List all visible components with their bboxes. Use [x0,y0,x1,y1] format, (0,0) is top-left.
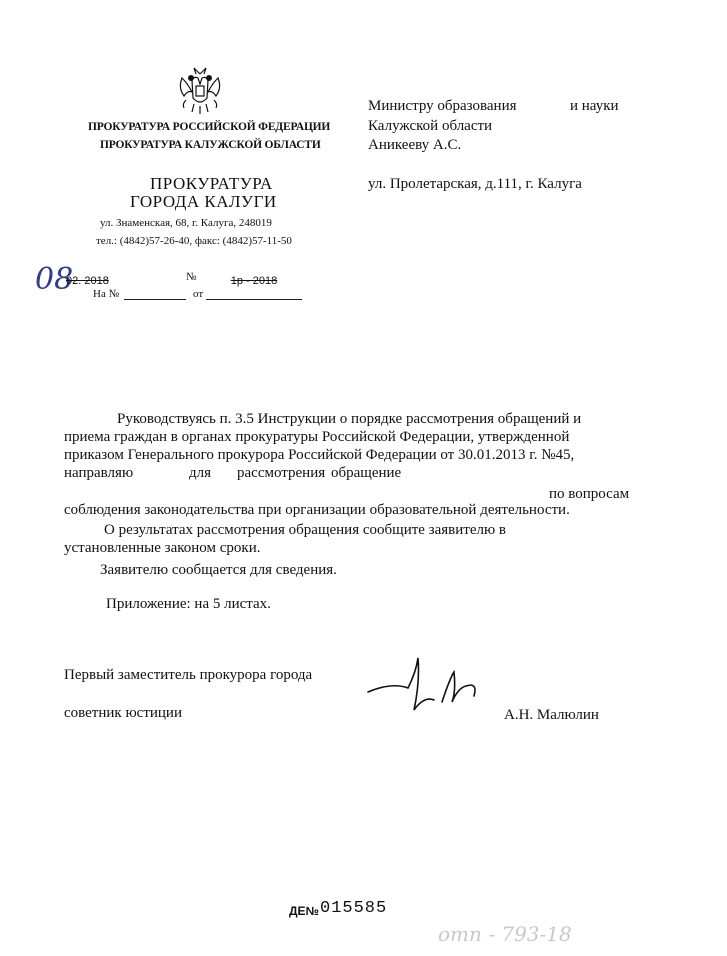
addressee-line-2: Калужской области [368,118,493,134]
reply-number-line [124,287,186,300]
signer-position: Первый заместитель прокурора города [64,667,313,683]
addressee-line-3: Аникееву А.С. [368,137,462,153]
body-p1-line4d: обращение [331,465,402,481]
body-p1-line3: приказом Генерального прокурора Российской Федерации от 30.01.2013 г. №45, [64,447,575,463]
office-title-line-1: ПРОКУРАТУРА [150,174,273,193]
de-label: ДЕ№ [289,904,319,918]
handwritten-day: 08 [35,262,74,297]
office-address: ул. Знаменская, 68, г. Калуга, 248019 [100,217,272,229]
signer-name: А.Н. Малюлин [504,707,599,723]
agency-line-2: ПРОКУРАТУРА КАЛУЖСКОЙ ОБЛАСТИ [100,139,321,151]
attachment-line: Приложение: на 5 листах. [106,596,271,612]
body-p3: Заявителю сообщается для сведения. [100,562,337,578]
office-title-line-2: ГОРОДА КАЛУГИ [130,192,277,211]
addressee-address: ул. Пролетарская, д.111, г. Калуга [368,176,582,192]
faint-outgoing-mark: отп - 793-18 [438,922,572,946]
body-p1-line6: соблюдения законодательства при организации образовательной деятельности. [64,502,570,518]
from-label: от [193,288,204,300]
handwritten-signature-icon [362,652,502,722]
body-p1-line5: по вопросам [549,486,630,502]
state-emblem-icon [174,64,226,116]
body-p1-line2: приема граждан в органах прокуратуры Российской Федерации, утвержденной [64,429,570,445]
body-p2-line2: установленные законом сроки. [64,540,261,556]
body-p1-line1: Руководствуясь п. 3.5 Инструкции о порядке рассмотрения обращений и [117,411,582,427]
addressee-line-1: Министру образования [368,98,517,114]
reply-date-line [206,287,302,300]
registration-number-sign: № [186,271,197,283]
office-phones: тел.: (4842)57-26-40, факс: (4842)57-11-50 [96,235,292,247]
addressee-line-1-tail: и науки [570,98,619,114]
agency-line-1: ПРОКУРАТУРА РОССИЙСКОЙ ФЕДЕРАЦИИ [88,121,331,133]
body-p1-line4a: направляю [64,465,134,481]
body-p1-line4c: рассмотрения [237,465,326,481]
body-p1-line4b: для [189,465,212,481]
reply-label: На № [93,288,120,300]
registration-date: 02. 2018 [66,275,109,287]
body-p2-line1: О результатах рассмотрения обращения сообщите заявителю в [104,522,507,538]
registration-number: 1р - 2018 [230,275,278,287]
de-number: 015585 [320,899,388,918]
signer-rank: советник юстиции [64,705,182,721]
